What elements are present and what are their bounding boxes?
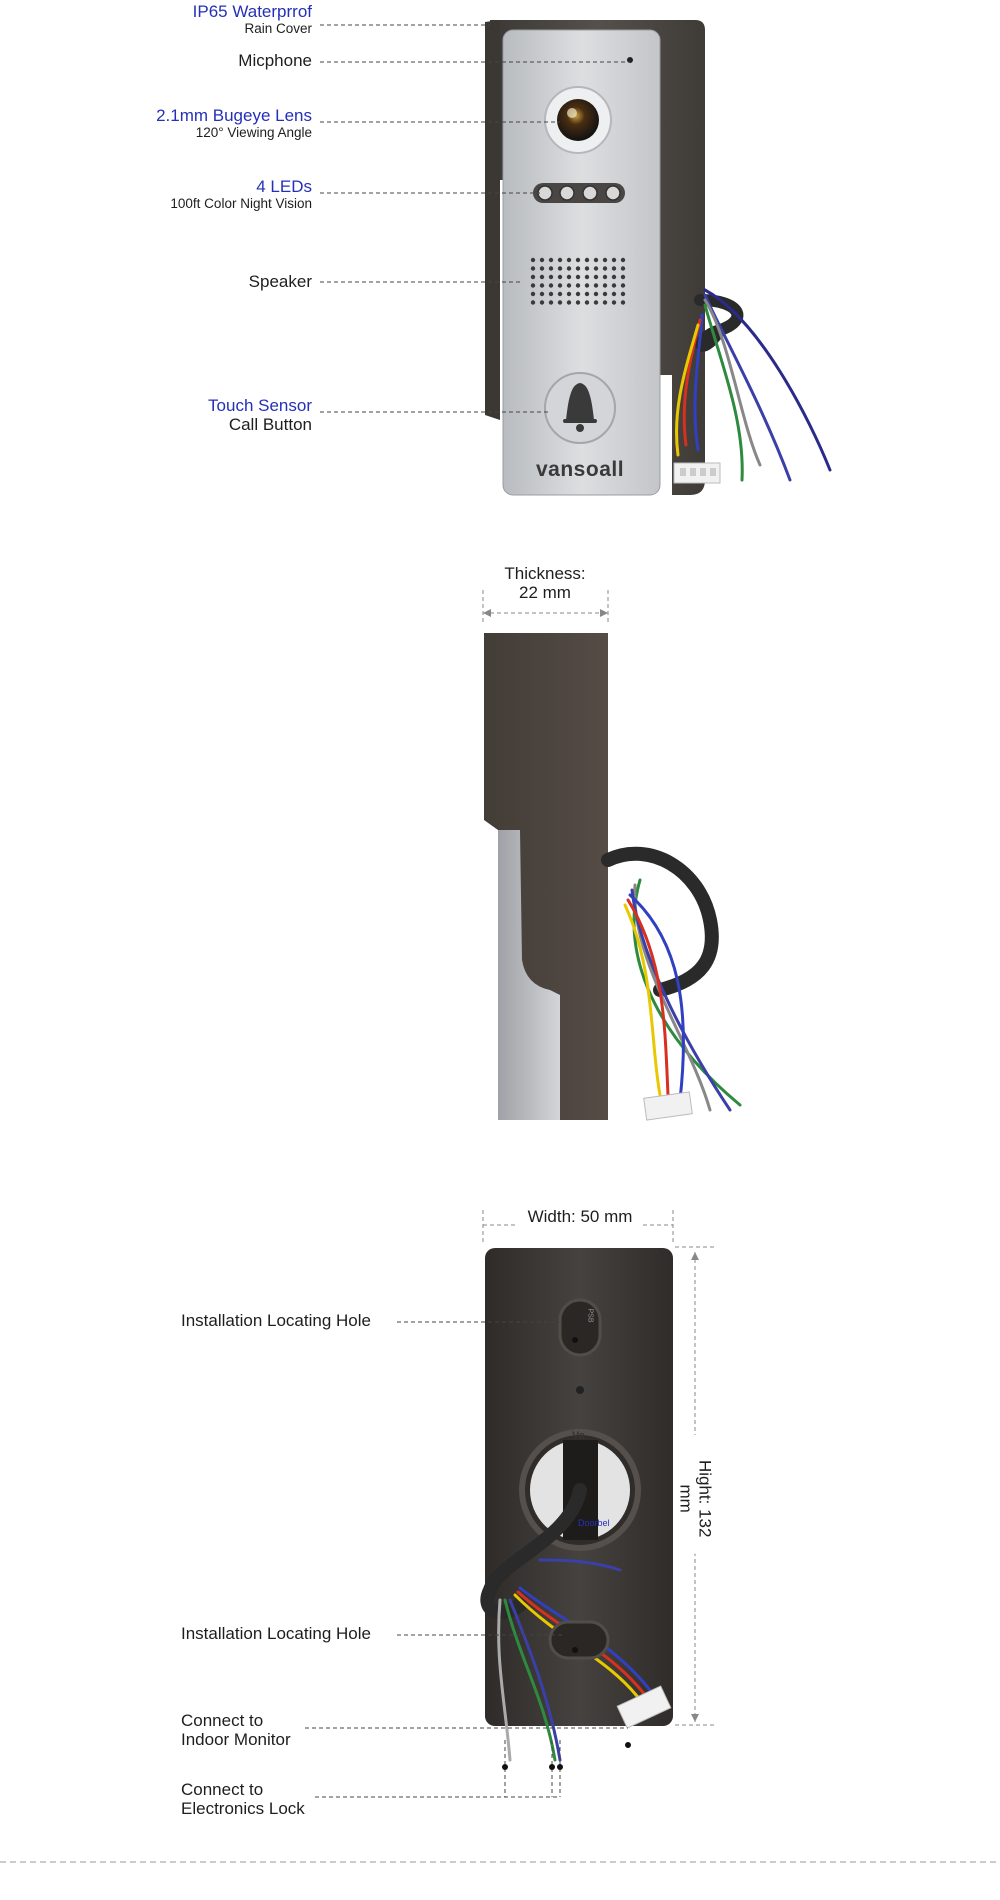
speaker-hole — [576, 266, 580, 270]
speaker-hole — [540, 258, 544, 262]
speaker-hole — [621, 292, 625, 296]
speaker-hole — [612, 275, 616, 279]
callout-microphone — [238, 52, 312, 71]
speaker-hole — [558, 300, 562, 304]
speaker-hole — [576, 275, 580, 279]
hole-marking: PSB — [586, 1308, 594, 1323]
speaker-hole — [603, 283, 607, 287]
speaker-hole — [594, 292, 598, 296]
speaker-hole — [612, 292, 616, 296]
callout-title: 4 LEDs — [256, 177, 312, 196]
speaker-hole — [585, 300, 589, 304]
speaker-hole — [576, 258, 580, 262]
speaker-hole — [549, 292, 553, 296]
speaker-hole — [621, 300, 625, 304]
speaker-hole — [603, 275, 607, 279]
speaker-hole — [558, 283, 562, 287]
callout-bottom-locating-hole: Installation Locating Hole — [181, 1624, 371, 1643]
speaker-hole — [594, 275, 598, 279]
speaker-hole — [594, 283, 598, 287]
callout-line: Connect to — [181, 1780, 264, 1799]
speaker-hole — [576, 283, 580, 287]
speaker-hole — [594, 258, 598, 262]
callout-top-locating-hole: Installation Locating Hole — [181, 1311, 371, 1330]
callout-title: Touch Sensor — [208, 396, 312, 415]
speaker-hole — [585, 292, 589, 296]
speaker-hole — [585, 258, 589, 262]
speaker-hole — [531, 300, 535, 304]
callout-electronics-lock — [181, 1781, 305, 1818]
speaker-hole — [558, 258, 562, 262]
bottom-locating-hole — [550, 1622, 608, 1658]
callout-subtitle: 100ft Color Night Vision — [170, 195, 312, 211]
speaker-hole — [612, 266, 616, 270]
led-icon — [560, 186, 574, 200]
speaker-hole — [540, 300, 544, 304]
callout-call-button — [208, 397, 312, 434]
thickness-label — [485, 565, 605, 602]
callout-leds — [170, 178, 312, 212]
speaker-hole — [558, 292, 562, 296]
speaker-hole — [549, 283, 553, 287]
callout-line: Electronics Lock — [181, 1798, 305, 1818]
side-connector-plug — [644, 1092, 693, 1120]
speaker-hole — [531, 283, 535, 287]
speaker-hole — [531, 292, 535, 296]
thickness-title: Thickness: — [504, 564, 586, 583]
speaker-hole — [621, 275, 625, 279]
speaker-hole — [540, 266, 544, 270]
speaker-hole — [567, 283, 571, 287]
width-label: Width: 50 mm — [518, 1208, 642, 1227]
sticker-text: Doorbel — [578, 1518, 610, 1528]
speaker-hole — [603, 266, 607, 270]
callout-speaker — [249, 273, 312, 292]
speaker-hole — [567, 300, 571, 304]
side-doorbell-unit — [483, 590, 740, 1120]
speaker-hole — [567, 275, 571, 279]
camera-lens — [557, 99, 599, 141]
callout-line: Indoor Monitor — [181, 1729, 291, 1749]
speaker-hole — [585, 283, 589, 287]
speaker-hole — [549, 275, 553, 279]
speaker-hole — [540, 292, 544, 296]
callout-title: Speaker — [248, 272, 312, 291]
callout-title: Micphone — [238, 51, 312, 70]
speaker-hole — [558, 266, 562, 270]
speaker-hole — [594, 300, 598, 304]
speaker-hole — [558, 275, 562, 279]
callout-title: 2.1mm Bugeye Lens — [156, 106, 312, 125]
speaker-hole — [612, 283, 616, 287]
brand-logo: vansoall — [536, 458, 625, 481]
led-icon — [606, 186, 620, 200]
speaker-hole — [567, 266, 571, 270]
callout-subtitle: 120° Viewing Angle — [195, 124, 312, 140]
speaker-hole — [621, 283, 625, 287]
speaker-hole — [594, 266, 598, 270]
sticker-text: Va — [572, 1430, 585, 1442]
speaker-hole — [603, 292, 607, 296]
callout-lens — [156, 107, 312, 141]
speaker-hole — [531, 258, 535, 262]
speaker-hole — [549, 300, 553, 304]
speaker-hole — [576, 292, 580, 296]
speaker-hole — [540, 275, 544, 279]
speaker-hole — [603, 300, 607, 304]
speaker-hole — [603, 258, 607, 262]
speaker-hole — [576, 300, 580, 304]
speaker-hole — [612, 300, 616, 304]
speaker-hole — [585, 275, 589, 279]
speaker-hole — [621, 258, 625, 262]
speaker-hole — [531, 275, 535, 279]
callout-rain-cover — [193, 3, 312, 37]
speaker-hole — [621, 266, 625, 270]
callout-subtitle: Rain Cover — [244, 20, 312, 36]
top-locating-hole — [560, 1300, 600, 1355]
callout-indoor-monitor — [181, 1712, 291, 1749]
speaker-hole — [549, 258, 553, 262]
speaker-hole — [531, 266, 535, 270]
speaker-hole — [567, 258, 571, 262]
side-wires — [608, 854, 740, 1110]
speaker-hole — [585, 266, 589, 270]
thickness-value: 22 mm — [519, 582, 571, 602]
front-doorbell-unit — [485, 20, 830, 495]
speaker-hole — [540, 283, 544, 287]
led-icon — [538, 186, 552, 200]
speaker-hole — [567, 292, 571, 296]
height-label: Hight: 132 mm — [676, 1444, 713, 1554]
led-icon — [583, 186, 597, 200]
callout-title: IP65 Waterprrof — [192, 2, 312, 21]
speaker-hole — [612, 258, 616, 262]
callout-subtitle: Call Button — [228, 414, 312, 434]
callout-line: Connect to — [181, 1711, 264, 1730]
speaker-hole — [549, 266, 553, 270]
